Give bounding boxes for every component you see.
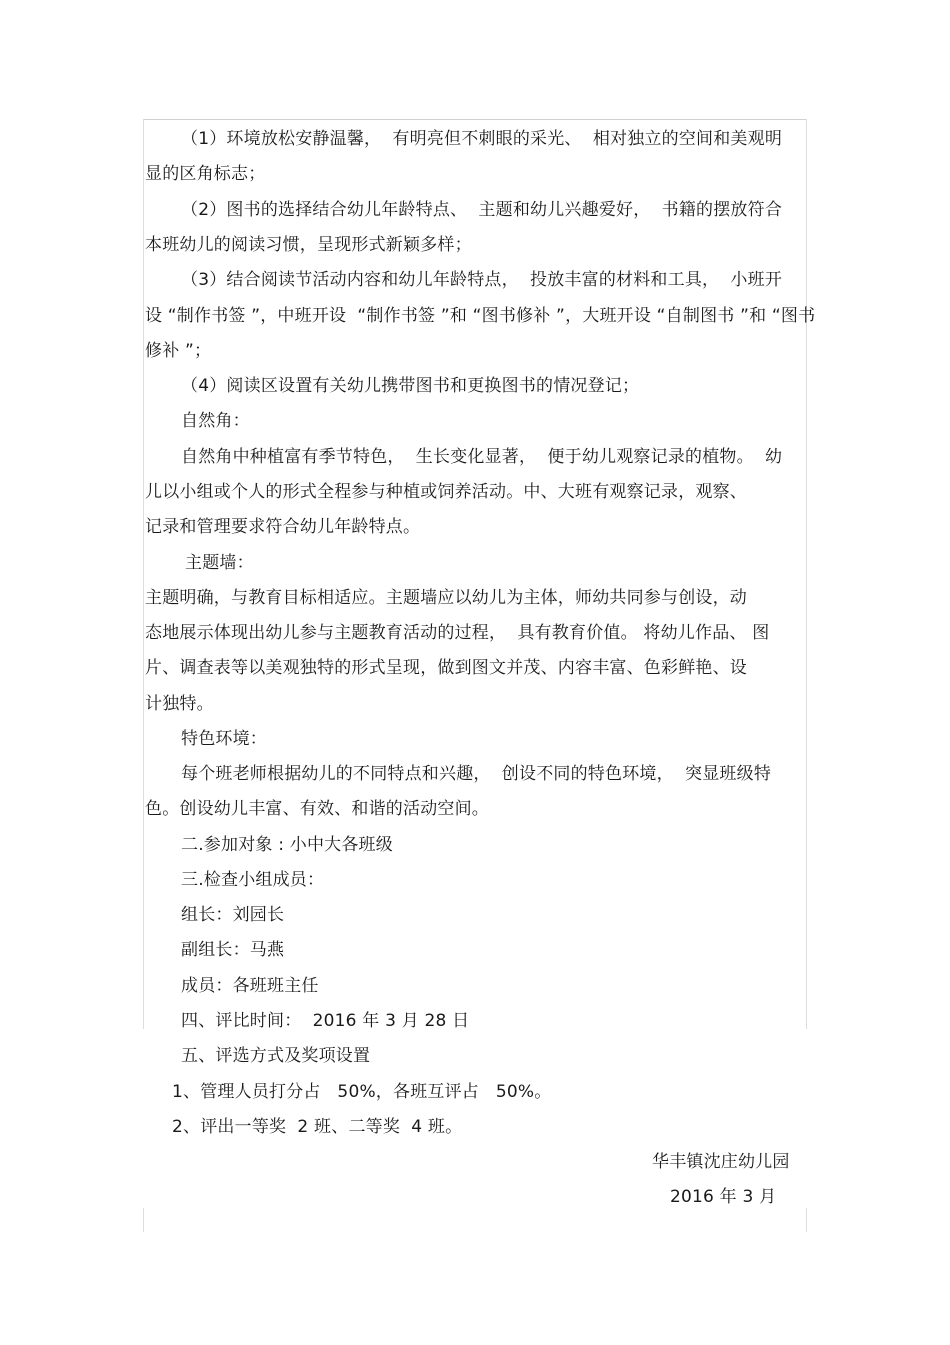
nature-corner-text-cont2: 记录和管理要求符合幼儿年龄特点。 [145,517,421,537]
evaluation-method-heading: 五、评选方式及奖项设置 [181,1046,371,1066]
inspection-group-heading: 三.检查小组成员： [181,870,325,890]
reading-env-item-3-cont: 设 “制作书签 ”，中班开设 “制作书签 ”和 “图书修补 ”，大班开设 “自制图书 ”和 “图书 [145,306,816,326]
section-heading-special-env: 特色环境： [181,729,267,749]
section-heading-nature-corner: 自然角： [181,411,250,431]
special-env-text: 每个班老师根据幼儿的不同特点和兴趣， 创设不同的特色环境， 突显班级特 [181,764,772,784]
deputy-leader: 副组长：马燕 [181,940,285,960]
reading-env-item-1-cont: 显的区角标志； [145,164,266,184]
table-border-top [143,119,807,120]
signature-organization: 华丰镇沈庄幼儿园 [652,1152,790,1172]
group-members: 成员：各班班主任 [181,976,319,996]
reading-env-item-3: （3）结合阅读节活动内容和幼儿年龄特点， 投放丰富的材料和工具， 小班开 [181,270,783,290]
award-rule: 2、评出一等奖 2 班、二等奖 4 班。 [172,1117,463,1137]
reading-env-item-2: （2）图书的选择结合幼儿年龄特点、 主题和幼儿兴趣爱好， 书籍的摆放符合 [181,200,783,220]
reading-env-item-3-cont2: 修补 ”； [145,341,212,361]
nature-corner-text: 自然角中种植富有季节特色， 生长变化显著， 便于幼儿观察记录的植物。 幼 [181,447,783,467]
table-border-right [806,119,807,1029]
reading-env-item-2-cont: 本班幼儿的阅读习惯，呈现形式新颖多样； [145,235,472,255]
evaluation-date: 四、评比时间： 2016 年 3 月 28 日 [181,1011,470,1031]
nature-corner-text-cont: 儿以小组或个人的形式全程参与种植或饲养活动。中、大班有观察记录，观察、 [145,482,747,502]
section-heading-theme-wall: 主题墙： [185,553,254,573]
scoring-rule: 1、管理人员打分占 50%，各班互评占 50%。 [172,1082,552,1102]
table-border-left [143,119,144,1029]
reading-env-item-4: （4）阅读区设置有关幼儿携带图书和更换图书的情况登记； [181,376,640,396]
reading-env-item-1: （1）环境放松安静温馨， 有明亮但不刺眼的采光、 相对独立的空间和美观明 [181,129,783,149]
participants-line: 二.参加对象 : 小中大各班级 [181,835,393,855]
theme-wall-text-cont: 态地展示体现出幼儿参与主题教育活动的过程， 具有教育价值。 将幼儿作品、 图 [145,623,770,643]
group-leader: 组长：刘园长 [181,905,285,925]
special-env-text-cont: 色。创设幼儿丰富、有效、和谐的活动空间。 [145,799,489,819]
theme-wall-text-cont2: 片、调查表等以美观独特的形式呈现，做到图文并茂、内容丰富、色彩鲜艳、设 [145,658,747,678]
theme-wall-text-cont3: 计独特。 [145,694,214,714]
theme-wall-text: 主题明确，与教育目标相适应。主题墙应以幼儿为主体，师幼共同参与创设，动 [145,588,747,608]
signature-date: 2016 年 3 月 [670,1187,777,1207]
table-border-left-lower [143,1208,144,1232]
table-border-right-lower [806,1208,807,1232]
